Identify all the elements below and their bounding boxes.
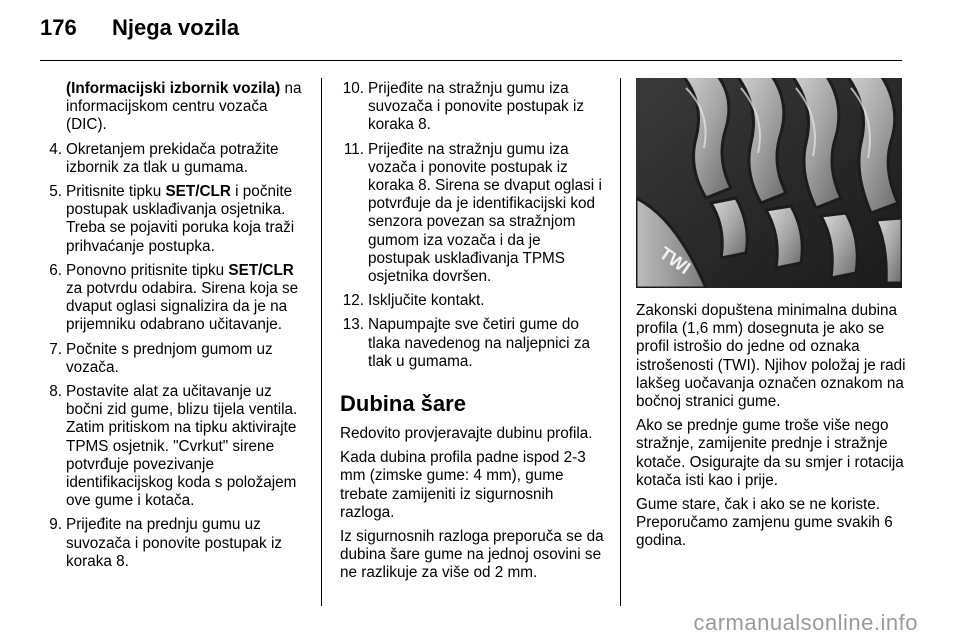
page-title: Njega vozila bbox=[112, 15, 240, 40]
tire-tread-figure bbox=[636, 78, 902, 288]
step-text: Prijeđite na prednju gumu uz suvozača i ponovite postupak iz koraka 8. bbox=[66, 516, 282, 570]
watermark: carmanualsonline.info bbox=[693, 610, 918, 635]
step-number: 10. bbox=[342, 80, 364, 97]
column-2 bbox=[340, 80, 606, 589]
section-heading: Dubina šare bbox=[340, 391, 466, 417]
step-number: 9. bbox=[49, 516, 62, 534]
paragraph: Gume stare, čak i ako se ne koriste. Preporučamo zamjenu gume svakih 6 godina. bbox=[636, 496, 893, 550]
paragraph: Zakonski dopuštena minimalna dubina profila (1,6 mm) dosegnuta je ako se profil istrošio do jedne od oznaka istrošenosti (TWI). Njihov položaj je radi lakšeg uočavanja označen oznakom na bočnoj stranici gume. bbox=[636, 302, 906, 411]
step-number: 8. bbox=[49, 383, 62, 401]
paragraph: Iz sigurnosnih razloga preporuča se da dubina šare gume na jednoj osovini se ne razlikuje za više od 2 mm. bbox=[340, 528, 604, 582]
step-text: za potvrdu odabira. Sirena koja se dvaput oglasi signalizira da je na prijemniku odabrano učitavanje. bbox=[66, 280, 299, 334]
step-number: 4. bbox=[49, 140, 62, 158]
step-text: Pritisnite tipku bbox=[66, 183, 166, 201]
list-item bbox=[46, 262, 308, 335]
step-number: 6. bbox=[49, 261, 62, 279]
header-rule bbox=[40, 60, 902, 61]
column-divider-2 bbox=[620, 78, 621, 606]
button-name: SET/CLR bbox=[228, 261, 294, 279]
step-text: Ponovno pritisnite tipku bbox=[66, 261, 229, 279]
button-name: SET/CLR bbox=[165, 183, 231, 201]
column-3 bbox=[636, 302, 906, 557]
step-number: 12. bbox=[342, 292, 364, 310]
paragraph: Redovito provjeravajte dubinu profila. bbox=[340, 425, 593, 443]
tire-tread-illustration bbox=[636, 78, 902, 288]
step-text: Isključite kontakt. bbox=[368, 292, 485, 310]
steps-list-2 bbox=[340, 80, 606, 371]
intro-bold: (Informacijski izbornik vozila) bbox=[66, 80, 281, 97]
step-text: Postavite alat za učitavanje uz bočni zid gume, blizu tijela ventila. Zatim pritiskom na tipku aktivirajte TPMS osjetnik. "Cvrkut" sirene potvrđuje povezivanje identifikacijskog koda s položajem ove gume i kotača. bbox=[66, 383, 298, 510]
step-text: Prijeđite na stražnju gumu iza suvozača i ponovite postupak iz koraka 8. bbox=[368, 80, 584, 134]
paragraph: Kada dubina profila padne ispod 2-3 mm (zimske gume: 4 mm), gume trebate zamijeniti iz sigurnosnih razloga. bbox=[340, 449, 586, 521]
steps-list-1 bbox=[46, 141, 308, 571]
step-number: 5. bbox=[49, 183, 62, 201]
step-number: 13. bbox=[342, 316, 364, 334]
step-text: Okretanjem prekidača potražite izbornik za tlak u gumama. bbox=[66, 140, 279, 176]
step-text: Napumpajte sve četiri gume do tlaka navedenog na naljepnici za tlak u gumama. bbox=[368, 316, 590, 370]
list-item bbox=[340, 316, 606, 371]
list-item bbox=[46, 183, 308, 256]
intro-paragraph bbox=[46, 80, 308, 135]
step-text: Prijeđite na stražnju gumu iza vozača i ponovite postupak iz koraka 8. Sirena se dvaput oglasi i potvrđuje da je identifikacijski kod senzora povezan sa stražnjom gumom iza vozača i da je postupak usklađivanja TPMS osjetnika dovršen. bbox=[368, 140, 602, 286]
paragraph: Ako se prednje gume troše više nego stražnje, zamijenite prednje i stražnje kotače. Osigurajte da su smjer i rotacija kotača isti kao i prije. bbox=[636, 417, 904, 489]
list-item bbox=[46, 383, 308, 510]
step-number: 11. bbox=[343, 140, 364, 158]
list-item bbox=[46, 516, 308, 571]
column-1 bbox=[46, 80, 308, 577]
page-number: 176 bbox=[40, 15, 77, 40]
list-item bbox=[340, 80, 606, 135]
intro-text: na informacijskom centru vozača (DIC). bbox=[66, 80, 302, 134]
list-item bbox=[46, 341, 308, 377]
step-text: i počnite postupak usklađivanja osjetnika. Treba se pojaviti poruka koja traži prihvaćanje postupka. bbox=[66, 183, 295, 255]
column-divider-1 bbox=[321, 78, 322, 606]
step-number: 7. bbox=[49, 340, 62, 358]
list-item bbox=[340, 141, 606, 287]
list-item bbox=[340, 292, 606, 310]
step-text: Počnite s prednjom gumom uz vozača. bbox=[66, 340, 273, 376]
list-item bbox=[46, 141, 308, 177]
twi-marking: TWI bbox=[655, 242, 695, 279]
